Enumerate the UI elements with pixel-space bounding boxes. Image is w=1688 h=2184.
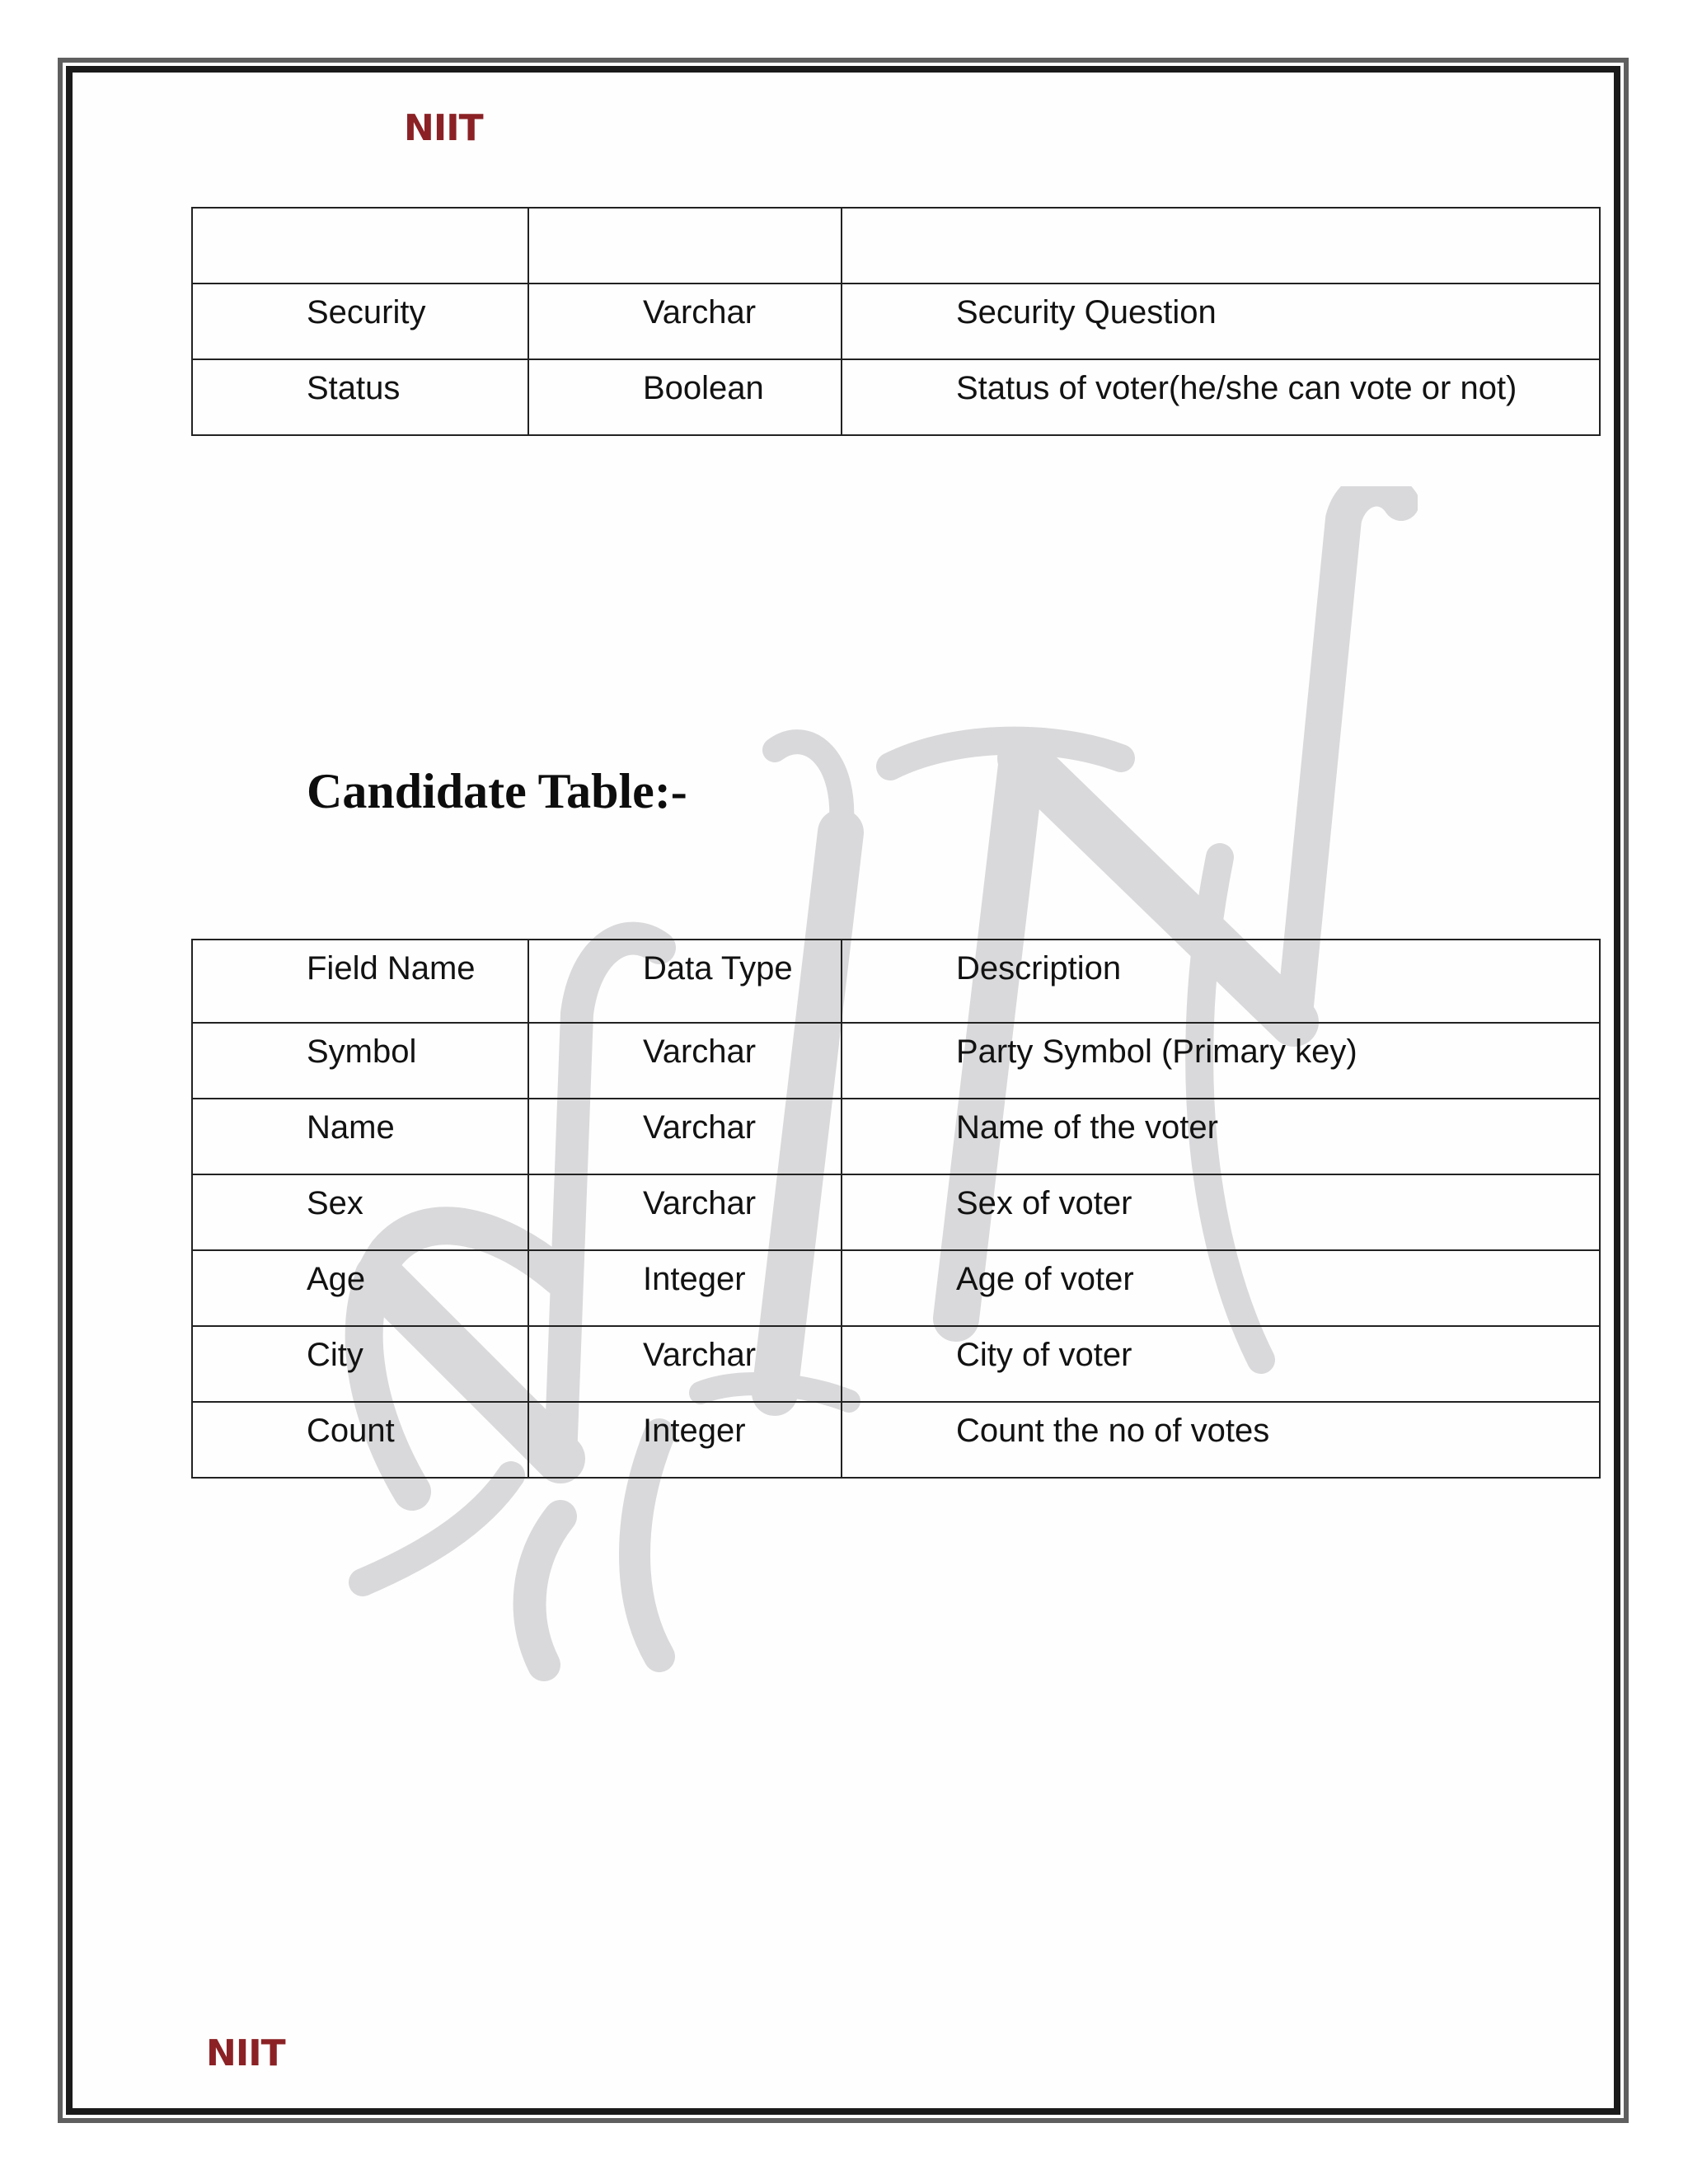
cell-text (842, 209, 1599, 218)
table-cell (528, 359, 842, 435)
table-cell (528, 1023, 842, 1099)
cell-text (529, 209, 841, 218)
table-row (192, 359, 1600, 435)
table-cell (528, 1099, 842, 1174)
table-cell (192, 284, 528, 359)
column-header (842, 940, 1600, 1023)
table-cell (192, 1023, 528, 1099)
table-cell (192, 1402, 528, 1478)
table-row (192, 1326, 1600, 1402)
table-cell (192, 1174, 528, 1250)
header-text: Data Type (643, 950, 793, 987)
table-header-row (192, 940, 1600, 1023)
cell-text: Sex (307, 1185, 363, 1221)
table-row (192, 208, 1600, 284)
header-logo: NIIT (404, 107, 483, 149)
cell-text: Security (307, 294, 426, 330)
table-cell (528, 1326, 842, 1402)
table-cell (842, 1174, 1600, 1250)
cell-text: Party Symbol (Primary key) (956, 1033, 1357, 1070)
column-header (528, 940, 842, 1023)
table-cell (842, 284, 1600, 359)
table-cell (192, 1326, 528, 1402)
table-cell (528, 1174, 842, 1250)
cell-text: Count (307, 1413, 395, 1449)
cell-text: Sex of voter (956, 1185, 1132, 1221)
table-row (192, 1174, 1600, 1250)
table-cell (842, 1402, 1600, 1478)
cell-text: Integer (643, 1261, 746, 1297)
cell-text: Symbol (307, 1033, 417, 1070)
table-cell (528, 284, 842, 359)
cell-text: Varchar (643, 1185, 757, 1221)
cell-text: Age (307, 1261, 366, 1297)
cell-text: Name (307, 1109, 395, 1146)
header-text: Field Name (307, 950, 476, 987)
table-row (192, 1023, 1600, 1099)
cell-text: Age of voter (956, 1261, 1134, 1297)
table-row (192, 284, 1600, 359)
table-cell (842, 1326, 1600, 1402)
table-cell (842, 359, 1600, 435)
cell-text: Name of the voter (956, 1109, 1218, 1146)
cell-text: City of voter (956, 1337, 1132, 1373)
table-cell (842, 1250, 1600, 1326)
table-row (192, 1099, 1600, 1174)
cell-text: Count the no of votes (956, 1413, 1270, 1449)
cell-text: Varchar (643, 1033, 757, 1070)
cell-text (193, 209, 528, 218)
header-text: Description (956, 950, 1122, 987)
table-cell (528, 1402, 842, 1478)
column-header (192, 940, 528, 1023)
cell-text: Status (307, 370, 401, 406)
cell-text: Boolean (643, 370, 764, 406)
table-cell (192, 1250, 528, 1326)
cell-text: Status of voter(he/she can vote or not) (956, 370, 1517, 406)
cell-text: Varchar (643, 1337, 757, 1373)
cell-text: Security Question (956, 294, 1217, 330)
candidate-table-heading: Candidate Table:- (307, 764, 687, 818)
table-cell (192, 359, 528, 435)
table-cell (842, 1023, 1600, 1099)
cell-text: City (307, 1337, 363, 1373)
table-row (192, 1402, 1600, 1478)
table-cell (192, 1099, 528, 1174)
table-cell (842, 1099, 1600, 1174)
cell-text: Varchar (643, 294, 757, 330)
table-cell (528, 208, 842, 284)
cell-text: Varchar (643, 1109, 757, 1146)
table-row (192, 1250, 1600, 1326)
top-table (191, 207, 1601, 436)
cell-text: Integer (643, 1413, 746, 1449)
table-cell (528, 1250, 842, 1326)
candidate-table (191, 939, 1601, 1479)
footer-logo: NIIT (206, 2032, 285, 2074)
table-cell (842, 208, 1600, 284)
table-cell (192, 208, 528, 284)
